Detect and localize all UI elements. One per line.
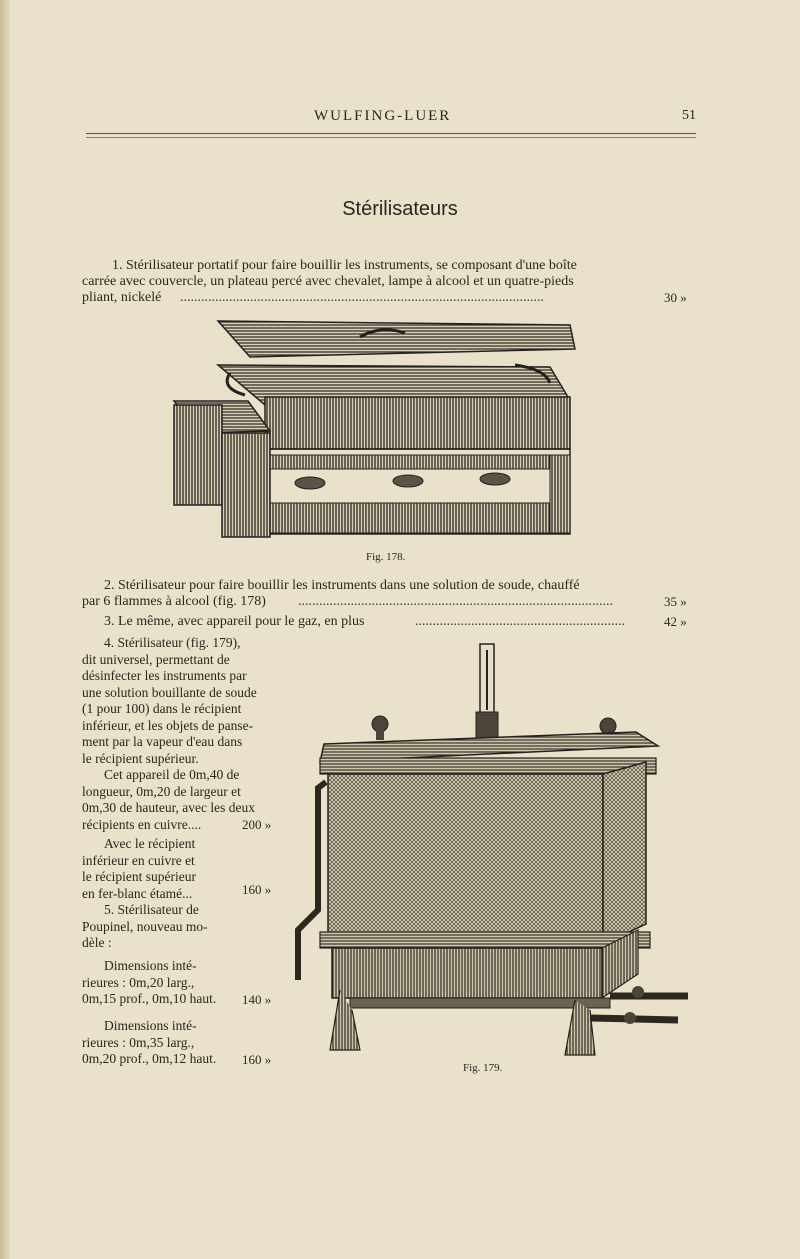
item4-line: (1 pour 100) dans le récipient [82, 701, 242, 716]
item5-line: dèle : [82, 935, 112, 950]
item4-line: Cet appareil de 0m,40 de [104, 767, 240, 782]
item2-line1: 2. Stérilisateur pour faire bouillir les instruments dans une solution de soude, chauffé [104, 578, 580, 593]
item4-description [82, 635, 282, 833]
item4-variant-line: inférieur en cuivre et [82, 852, 195, 868]
item2-dot-leader: .......................................................................................... [298, 594, 613, 609]
item4-line: inférieur, et les objets de panse- [82, 717, 254, 733]
item5-dim-line: rieures : 0m,20 larg., [82, 974, 195, 990]
item1-line3: pliant, nickelé [82, 290, 162, 305]
item5-price-2: 160 » [242, 1052, 272, 1067]
item5-dim-line: Dimensions inté- [104, 1018, 197, 1033]
item4-line: 4. Stérilisateur (fig. 179), [104, 635, 241, 650]
item5-price-1: 140 » [242, 992, 272, 1007]
item5-dim-line: rieures : 0m,35 larg., [82, 1034, 195, 1050]
item4-price-a: 200 » [242, 817, 272, 832]
sterilizer-figure-179 [290, 640, 700, 1065]
page-number: 51 [682, 108, 696, 123]
item5-dim-line: 0m,15 prof., 0m,10 haut. [82, 991, 217, 1006]
item4-price-b: 160 » [242, 882, 272, 897]
item4-line: longueur, 0m,20 de largeur et [82, 783, 241, 799]
item3-text: 3. Le même, avec appareil pour le gaz, en plus [104, 614, 365, 629]
item5-dim-line: Dimensions inté- [104, 958, 197, 973]
item5-dim-line: 0m,20 prof., 0m,12 haut. [82, 1051, 217, 1066]
item4-variant-line: en fer-blanc étamé... [82, 885, 193, 901]
item4-variant-line: le récipient supérieur [82, 869, 196, 884]
item1-line2: carrée avec couvercle, un plateau percé avec chevalet, lampe à alcool et un quatre-pieds [82, 274, 574, 289]
item4-line: récipients en cuivre.... [82, 816, 202, 832]
figure-179-caption: Fig. 179. [463, 1062, 503, 1074]
item4-variant-line: Avec le récipient [104, 836, 196, 851]
item1-dot-leader: ........................................................................................................ [180, 290, 544, 305]
item5-dimensions-2 [82, 1018, 242, 1068]
item5-line: Poupinel, nouveau mo- [82, 918, 208, 934]
figure-178-caption: Fig. 178. [366, 551, 406, 563]
page-spine [0, 0, 10, 1259]
sterilizer-figure-178 [170, 315, 590, 545]
item1-price: 30 » [664, 290, 687, 305]
item5-dimensions-1 [82, 958, 242, 1008]
item4-line: désinfecter les instruments par [82, 668, 247, 683]
running-header: WULFING-LUER [314, 108, 452, 124]
item5-description [82, 902, 242, 952]
item2-line2: par 6 flammes à alcool (fig. 178) [82, 594, 266, 609]
item3-dot-leader: ............................................................ [415, 614, 625, 629]
item1-line1: 1. Stérilisateur portatif pour faire bouillir les instruments, se composant d'une boîte [112, 258, 577, 273]
item4-line: le récipient supérieur. [82, 750, 199, 766]
item4-variant [82, 836, 242, 902]
item4-line: une solution bouillante de soude [82, 684, 257, 700]
header-rule [86, 133, 696, 138]
item3-price: 42 » [664, 614, 687, 629]
item4-line: 0m,30 de hauteur, avec les deux [82, 800, 256, 815]
item4-line: dit universel, permettant de [82, 651, 230, 667]
item4-line: ment par la vapeur d'eau dans [82, 734, 243, 749]
item2-price: 35 » [664, 594, 687, 609]
item5-line: 5. Stérilisateur de [104, 902, 199, 917]
section-title: Stérilisateurs [342, 198, 458, 220]
